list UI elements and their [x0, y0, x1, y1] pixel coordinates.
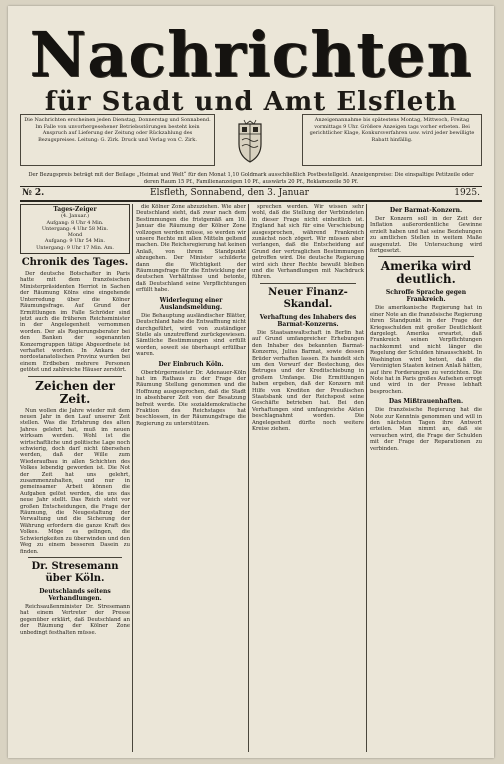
article-chronik: [20, 271, 130, 374]
issue-number: № 2.: [22, 188, 45, 198]
coat-of-arms-icon: [235, 118, 265, 164]
heading-finanz-skandal: Neuer Finanz-Skandal.: [268, 286, 348, 310]
masthead: [18, 18, 484, 117]
almanac-line: Untergang: 4 Uhr 58 Min.: [41, 225, 109, 232]
article-paragraph: Die Behauptung ausländischer Blätter, Deutschland habe die Entwaffnung nicht durchgeführt, wird von zuständiger Stelle als unzutreffend zurückgewiesen. Sämtliche Bestimmungen sind erfüllt worden, soweit sie überhaupt erfüllbar waren.: [136, 312, 246, 358]
newspaper-page: [8, 6, 494, 758]
article-zeichen-der-zeit: [20, 408, 130, 555]
column-3: [252, 204, 364, 752]
article-stresemann: [20, 604, 130, 636]
heading-amerika: Amerika wird deutlich.: [380, 259, 472, 287]
dateline: [20, 186, 482, 202]
separator: [28, 376, 122, 377]
article-stresemann-cont: [136, 204, 246, 294]
separator: [378, 256, 474, 257]
subheading-koeln: Der Einbruch Köln.: [158, 360, 224, 368]
masthead-info-row: [20, 114, 482, 170]
subheading-stresemann: Deutschlands seitens Verhandlungen.: [39, 587, 111, 602]
article-paragraph: Der Konzern soll in der Zeit der Inflation außerordentliche Gewinne erzielt haben und hat seine Beziehungen zu amtlichen Stellen in weitem Maße ausgenutzt. Die Untersuchung wird fortgesetzt.: [370, 216, 482, 255]
article-paragraph: Oberbürgermeister Dr. Adenauer-Köln hat im Rathaus zu der Frage der Räumung Stellung genommen und die Hoffnung ausgesprochen, daß die Stadt in absehbarer Zeit von der Besatzung befreit werde. Die sozialdemokratische Fraktion des Reichstages hat beschlossen, in der Räumungsfrage die Regierung zu unterstützen.: [136, 369, 246, 427]
article-paragraph: Der deutsche Botschafter in Paris hatte mit dem französischen Ministerpräsidenten Herriot in Sachen der Räumung Kölns eine eingehende Unterredung über die Kölner Räumungsfrage. Auf Grund der Ermittlungen im Falle Schröder sind jetzt auch die früheren Reichsminister in der Angelegenheit vernommen worden. Der als Regierungsberater bei den Banken der sogenannten Konzerngruppen tätige Abgeordnete ist verhaftet worden. In Ankara der nordostanatolischen Provinz wurden bei einem Erdbeben mehrere Personen getötet und zahlreiche Häuser zerstört.: [20, 271, 130, 374]
subheading-amerika: Schroffe Sprache gegen Frankreich.: [385, 289, 467, 304]
column-rule: [132, 204, 133, 752]
article-paragraph: die Kölner Zone abzuziehen. Wie aber Deutschland sieht, daß zwar nach dem Bestimmungen die fristgemäß am 10. Januar die Räumung der Kölner Zone vollzogen werden müsse, so werden wir unsere Rechte mit allen Mitteln geltend machen. Die Reichsregierung hat keinen Anlaß, von ihrem Standpunkt abzugehen. Der Minister schilderte dann die Wichtigkeit der Räumungsfrage für die Entwicklung der deutschen Verhältnisse und betonte, daß Deutschland seine Verpflichtungen erfüllt habe.: [136, 204, 246, 294]
issue-year: 1925.: [454, 188, 480, 198]
column-4: [370, 204, 482, 752]
column-rule: [248, 204, 249, 752]
almanac-line: Aufgang: 9 Uhr 54 Min.: [44, 238, 106, 245]
almanac-line: Untergang: 9 Uhr 17 Min. Am.: [36, 244, 114, 251]
issue-date: Elsfleth, Sonnabend, den 3. Januar: [150, 188, 309, 198]
newspaper-title: Nachrichten: [29, 18, 473, 91]
heading-chronik: Chronik des Tages.: [21, 257, 129, 269]
newspaper-subtitle: für Stadt und Amt Elsfleth: [44, 87, 458, 117]
article-stresemann-end: [252, 204, 364, 281]
column-2: [136, 204, 246, 752]
heading-zeichen-der-zeit: Zeichen der Zeit.: [35, 378, 115, 406]
almanac-line: Aufgang: 8 Uhr 4 Min.: [46, 219, 104, 226]
heading-barmat-konzern: Der Barmat-Konzern.: [389, 207, 463, 214]
subheading-finanz-skandal: Verhaftung des Inhabers des Barmat-Konzerns.: [259, 313, 357, 328]
article-paragraph: Reichsaußenminister Dr. Stresemann hat einem Vertreter der Presse gegenüber erklärt, daß Deutschland an der Räumung der Kölner Zone unbedingt festhalten müsse.: [20, 603, 130, 636]
article-paragraph: Die amerikanische Regierung hat in einer Note an die französische Regierung ihren Standpunkt in der Frage der Kriegsschulden mit großer Deutlichkeit dargelegt. Amerika erwartet, daß Frankreich seinen Verpflichtungen nachkommt und nicht länger die Regelung der Schulden hinausschiebt. In Washington wird betont, daß die Vereinigten Staaten keinen Anlaß hätten, auf ihre Forderungen zu verzichten. Die Note hat in Paris großes Aufsehen erregt und wird in der Presse lebhaft besprochen.: [370, 305, 482, 395]
article-amerika-2: [370, 407, 482, 452]
article-amerika: [370, 305, 482, 395]
article-koeln: [136, 370, 246, 428]
article-paragraph: sprechen werden. Wir wissen sehr wohl, daß die Stellung der Verbündeten in dieser Frage nicht einheitlich ist. England hat sich für eine Verschiebung ausgesprochen, während Frankreich zunächst noch zögert. Wir müssen aber verlangen, daß die Entscheidung auf Grund der vertraglichen Bestimmungen getroffen wird. Die deutsche Regierung wird sich ihrer Rechte bewußt bleiben und die Verhandlungen mit Nachdruck führen.: [252, 204, 364, 281]
separator: [260, 283, 356, 284]
almanac-title: Tages-Zeiger: [53, 206, 97, 213]
article-paragraph: Die Staatsanwaltschaft in Berlin hat auf Grund umfangreicher Erhebungen den Inhaber des bekannten Barmat-Konzerns, Julius Barmat, sowie dessen Brüder verhaften lassen. Es handelt sich um den Vorwurf der Bestechung, des Betruges und der Kreditschiebung in großem Umfange. Die Ermittlungen haben ergeben, daß der Konzern mit Hilfe von Krediten der Preußischen Staatsbank und der Reichspost seine Geschäfte betrieben hat. Bei den Verhaftungen sind umfangreiche Akten beschlagnahmt worden. Die Angelegenheit dürfte noch weitere Kreise ziehen.: [252, 329, 364, 432]
column-1: [20, 204, 130, 752]
subheading-auslandsmeldung: Widerlegung einer Auslandsmeldung.: [159, 296, 223, 311]
article-paragraph: Die französische Regierung hat die Note zur Kenntnis genommen und will in den nächsten Tagen ihre Antwort erteilen. Man nimmt an, daß sie versuchen wird, die Frage der Schulden mit der Frage der Reparationen zu verbinden.: [370, 407, 482, 452]
subheading-amerika-2: Das Mißtrauenhaften.: [388, 398, 464, 406]
separator: [28, 557, 122, 558]
almanac-line: Mond: [67, 232, 83, 239]
publication-info-box: Die Nachrichten erscheinen jeden Dienstag, Donnerstag und Sonnabend. Im Falle von unvorhergesehener Betriebsstörungen besteht kein Anspruch auf Lieferung der Zeitung oder Rückzahlung des Bezugspreises. Leitung: G. Zirk. Druck und Verlag von C. Zirk.: [20, 114, 215, 166]
heading-stresemann: Dr. Stresemann über Köln.: [31, 560, 119, 584]
article-auslandsmeldung: [136, 313, 246, 358]
article-paragraph: Nun wollen die Jahre wieder mit dem neuen Jahr in den Lauf unserer Zeit stellen. Was die Erfahrung des alten Jahres gelehrt hat, muß im neuen wirksam werden. Wohl ist die wirtschaftliche und politische Lage noch schwierig, doch darf nicht übersehen werden, daß der Wille zum Wiederaufbau in allen Schichten des Volkes lebendig geworden ist. Die Not der Zeit hat uns gelehrt, zusammenzuhalten, und nur in gemeinsamer Arbeit können die Aufgaben gelöst werden, die uns das neue Jahr stellt. Das Reich steht vor großen Entscheidungen, die Frage der Räumung, die Neugestaltung der Verwaltung und die Sicherung der Währung erfordern die ganze Kraft des Volkes. Möge es gelingen, die Schwierigkeiten zu überwinden und den Weg zu einem besseren Dasein zu finden.: [20, 407, 130, 555]
article-columns: [20, 204, 482, 752]
advertising-info-box: Anzeigenannahme bis spätestens Montag, Mittwoch, Freitag vormittags 9 Uhr. Größere Anzeigen tags vorher erbeten. Bei gerichtlicher Klage, Konkursverfahren usw. wird jeder bewilligte Rabatt hinfällig.: [302, 114, 482, 166]
article-barmat-konzern: [370, 216, 482, 254]
column-rule: [366, 204, 367, 752]
subscription-prices: Der Bezugspreis beträgt mit der Beilage „Heimat und Welt“ für den Monat 1,10 Goldmark ausschließlich Postbestellgeld. Anzeigenpreise: Die einspaltige Petitzeile oder deren Raum 15 Pf., Familienanzeigen 10 Pf., auswärts 20 Pf., Reklamezeile 50 Pf.: [20, 172, 482, 187]
daily-almanac-box: [20, 204, 130, 254]
almanac-line: (4. Januar.): [60, 213, 90, 220]
article-finanz-skandal: [252, 330, 364, 433]
